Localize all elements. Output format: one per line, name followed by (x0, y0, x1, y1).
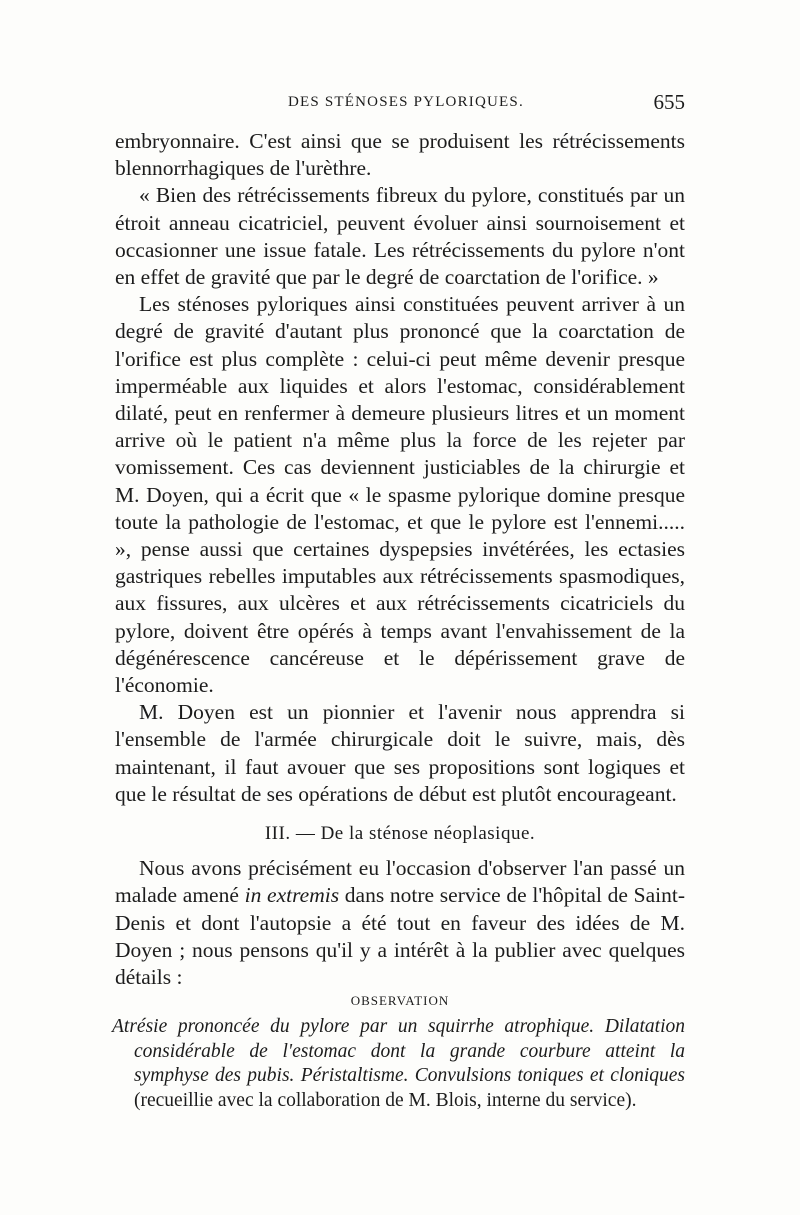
observation-roman: (recueillie avec la collaboration de M. Blois, interne du service). (134, 1089, 637, 1111)
paragraph-quote: « Bien des rétrécissements fibreux du pylore, constitués par un étroit anneau cicatriciel, peuvent évoluer ainsi sournoisement et occasionner une issue fatale. Les rétrécissements du pylore n'ont en effet de gravité que par le degré de coarctation de l'orifice. » (115, 183, 685, 290)
page-number: 655 (653, 90, 685, 114)
page-body (112, 128, 685, 1113)
paragraph-doyen: M. Doyen est un pionnier et l'avenir nous apprendra si l'ensemble de l'armée chirurgicale doit le suivre, mais, dès maintenant, il faut avouer que ses propositions sont logiques et que le résultat de ses opérations de début est plutôt encourageant. (115, 700, 685, 806)
paragraph-continuation: embryonnaire. C'est ainsi que se produisent les rétrécissements blennorrhagiques de l'urèthre. (115, 129, 685, 181)
running-title: DES STÉNOSES PYLORIQUES. (288, 94, 524, 110)
section-heading: III. — De la sténose néoplasique. (264, 823, 536, 845)
paragraph-case (115, 855, 685, 991)
page-header (115, 90, 685, 118)
case-text-italic: in extremis (244, 883, 340, 908)
case-text-end: dans notre service de l'hôpital de Saint-Denis et dont l'autopsie a été tout en faveur des idées de M. Doyen ; nous pensons qu'il y a intérêt à la publier avec quelques détails : (115, 883, 685, 990)
paragraph-stenoses: Les sténoses pyloriques ainsi constituées peuvent arriver à un degré de gravité d'autant plus prononcé que la coarctation de l'orifice est plus complète : celui-ci peut même devenir presque imperméable aux liquides et alors l'estomac, considérablement dilaté, peut en renfermer à demeure plusieurs litres et un moment arrive où le patient n'a même plus la force de les rejeter par vomissement. Ces cas deviennent justiciables de la chirurgie et M. Doyen, qui a écrit que « le spasme pylorique domine presque toute la pathologie de l'estomac, et que le pylore est l'ennemi..... », pense aussi que certaines dyspepsies invétérées, les ectasies gastriques rebelles imputables aux rétrécissements spasmodiques, aux fissures, aux ulcères et aux rétrécissements cicatriciels du pylore, doivent être opérés à temps avant l'envahissement de la dégénérescence cancéreuse et le dépérissement grave de l'économie. (115, 292, 685, 698)
observation-italic: Atrésie prononcée du pylore par un squirrhe atrophique. Dilatation considérable de l'estomac dont la grande courbure atteint la symphyse des pubis. Péristaltisme. Convulsions toniques et cloniques (112, 1016, 685, 1087)
observation-title: OBSERVATION (350, 993, 450, 1009)
observation-text (112, 1015, 685, 1113)
case-text-start: Nous avons précisément eu l'occasion d'observer l'an passé un malade amené (115, 856, 685, 908)
